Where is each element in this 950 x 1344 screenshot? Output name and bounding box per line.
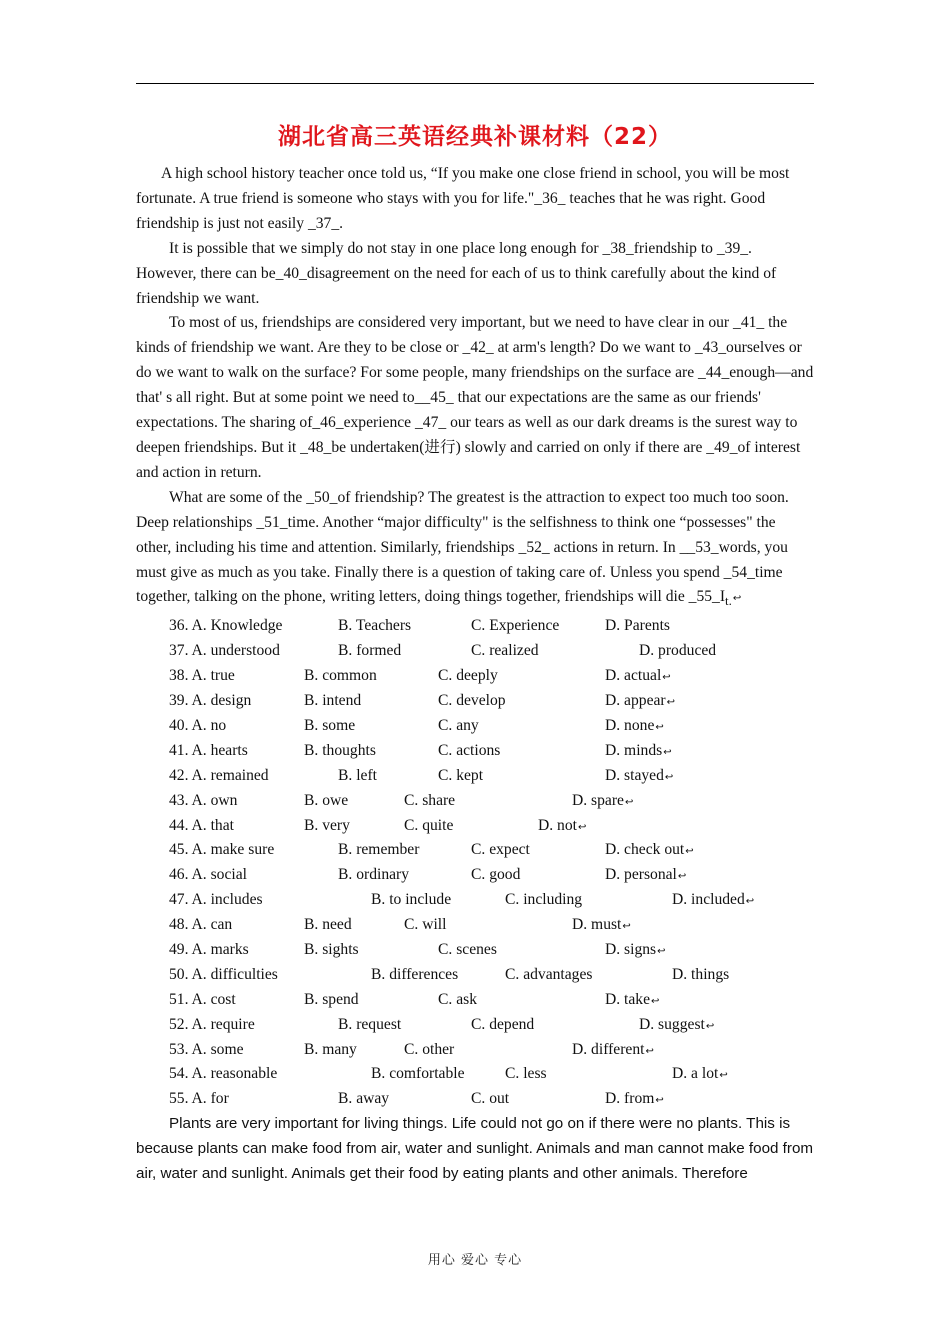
option-c [438,664,498,689]
return-mark-icon: ↩ [657,946,666,957]
question-row [136,764,814,789]
option-a-text: 39. A. design [169,692,252,710]
return-mark-icon: ↩ [662,672,671,684]
option-a-text: 55. A. for [169,1090,229,1108]
option-c [438,689,506,714]
option-d-text: D. stayed [605,766,664,784]
page-title: 湖北省高三英语经典补课材料（22） [277,124,672,150]
option-b-text: B. left [338,766,377,784]
question-row [136,664,814,689]
option-c-text: C. Experience [471,617,560,635]
question-row [136,863,814,888]
option-a [169,739,248,764]
option-d [605,863,686,890]
option-b [304,714,355,739]
option-d [605,988,659,1015]
option-b [304,689,361,714]
option-a [169,714,226,739]
option-b [304,1038,357,1063]
passage-tail: t. [725,593,732,609]
option-a [169,838,274,863]
option-b-text: B. formed [338,642,402,660]
option-a [169,938,249,963]
option-b [338,1013,401,1038]
option-d-text: D. actual [605,667,662,685]
option-c-text: C. kept [438,766,484,784]
option-c [471,639,539,664]
option-b [304,814,350,839]
return-mark-icon: ↩ [677,871,687,883]
return-mark-icon: ↩ [685,846,694,858]
return-mark-icon: ↩ [655,1095,664,1107]
option-a-text: 50. A. difficulties [169,965,278,983]
option-c-text: C. will [404,916,447,934]
option-b-text: B. common [304,667,377,685]
option-c-text: C. develop [438,692,506,710]
question-row [136,988,814,1013]
option-d-text: D. different [572,1040,645,1058]
option-d [639,1013,714,1040]
option-a-text: 46. A. social [169,866,247,884]
return-mark-icon: ↩ [622,921,631,933]
option-a-text: 40. A. no [169,716,227,734]
return-mark-icon: ↩ [664,771,674,783]
options-list [136,614,814,1112]
option-b [371,963,458,988]
option-a [169,614,282,639]
option-a-text: 43. A. own [169,791,238,809]
passage-paragraph-4 [136,486,814,615]
option-b-text: B. away [338,1090,390,1108]
option-d [605,739,672,766]
option-b [304,938,359,963]
question-row [136,1087,814,1112]
option-a [169,789,237,814]
option-c-text: C. including [505,891,583,909]
option-a [169,888,263,913]
option-a-text: 53. A. some [169,1040,244,1058]
option-d-text: D. a lot [672,1065,719,1083]
option-c [404,1038,454,1063]
option-d [572,913,631,940]
return-mark-icon: ↩ [745,896,755,908]
passage-paragraph-2: It is possible that we simply do not stay in one place long enough for _38_friendship to _39_. However, there can be_40_disagreement on the need for each of us to think carefully about the kind of friendship we want. [136,239,777,307]
option-d [672,888,754,915]
return-mark-icon: ↩ [577,821,587,833]
option-d [672,963,729,988]
option-a-text: 47. A. includes [169,891,263,909]
option-b-text: B. spend [304,990,359,1008]
question-row [136,963,814,988]
option-d [672,1062,728,1089]
option-a [169,689,251,714]
option-b [304,988,359,1013]
option-d-text: D. included [672,891,745,909]
option-c-text: C. actions [438,741,501,759]
option-d-text: D. things [672,965,730,983]
option-a-text: 54. A. reasonable [169,1065,278,1083]
passage-paragraph-3: To most of us, friendships are considered very important, but we need to have clear in our _41_ the kinds of friendship we want. Are they to be close or _42_ at arm's length? Do we want to _43_ourselves or do we want to walk on the surface? For some people, many friendships on the surface are _44_enough—and that' s all right. But at some point we need to__45_ that our expectations are the same as our friends' expectations. The sharing of_46_experience _47_ our tears as well as our dark dreams is the surest way to deepen friendships. But it _48_be undertaken(进行) slowly and carried on only if there are _49_of interest and action in return. [136,314,814,481]
option-d-text: D. none [605,716,655,734]
question-row [136,1062,814,1087]
option-d [572,789,633,816]
option-c [471,1013,534,1038]
option-b-text: B. to include [371,891,452,909]
option-b [304,913,352,938]
option-b [338,614,411,639]
option-d-text: D. must [572,916,622,934]
return-mark-icon: ↩ [719,1070,728,1082]
option-d-text: D. take [605,990,651,1008]
option-c [438,714,479,739]
option-c-text: C. advantages [505,965,593,983]
option-d [605,1087,664,1114]
option-d [605,714,664,741]
option-a [169,963,278,988]
option-b-text: B. ordinary [338,866,410,884]
option-c [404,913,446,938]
option-d-text: D. Parents [605,617,670,635]
question-row [136,639,814,664]
return-mark-icon: ↩ [651,995,660,1007]
option-c [404,814,453,839]
question-row [136,814,814,839]
option-a [169,863,247,888]
option-c-text: C. scenes [438,941,497,958]
question-row [136,614,814,639]
option-d [605,838,694,865]
option-a-text: 38. A. true [169,667,235,685]
option-a-text: 42. A. remained [169,766,269,784]
option-c [404,789,455,814]
option-d [538,814,586,841]
option-d-text: D. suggest [639,1015,705,1033]
return-mark-icon: ↩ [666,697,675,709]
option-a-text: 44. A. that [169,816,234,834]
option-c-text: C. less [505,1065,547,1083]
option-d [639,639,716,664]
option-b-text: B. thoughts [304,741,376,759]
option-a-text: 49. A. marks [169,941,249,958]
option-c [438,938,497,963]
option-b [304,789,348,814]
option-a [169,913,232,938]
option-d [572,1038,654,1065]
option-c [438,988,477,1013]
option-a-text: 37. A. understood [169,642,280,660]
option-d-text: D. signs [605,941,657,958]
option-a [169,664,235,689]
option-a [169,1087,229,1112]
question-row [136,938,814,963]
question-row [136,1038,814,1063]
question-row [136,714,814,739]
option-c [471,863,520,888]
passage-paragraph-1: A high school history teacher once told us, “If you make one close friend in school, you will be most fortunate. A true friend is someone who stays with you for life."_36_ teaches that he was right. Good friendship is just not easily _37_. [136,165,790,232]
option-b-text: B. Teachers [338,617,412,635]
return-mark-icon: ↩ [624,796,634,808]
option-a [169,1062,277,1087]
passage-paragraph-4-text: What are some of the _50_of friendship? The greatest is the attraction to expect too much too soon. Deep relationships _51_time. Another “major difficulty" is the selfishness to think one “possesses" the other, including his time and attention. Similarly, friendships _52_ actions in return. In __53_words, you must give as much as you take. Finally there is a question of taking care of. Unless you spend _54_time together, talking on the phone, writing letters, doing things together, friendships will die _55_I [136,488,789,606]
option-a [169,1013,255,1038]
option-b [371,888,451,913]
option-c [438,739,500,764]
option-b [371,1062,465,1087]
page-footer: 用心 爱心 专心 [427,1253,523,1268]
option-d [605,689,675,716]
option-c-text: C. deeply [438,667,498,685]
option-b [304,739,376,764]
option-d-text: D. from [605,1090,655,1108]
question-row [136,1013,814,1038]
option-b [304,664,377,689]
header-rule [136,83,814,84]
option-d [605,664,671,691]
option-a-text: 45. A. make sure [169,841,275,859]
option-d-text: D. check out [605,841,685,859]
question-row [136,789,814,814]
option-b [338,1087,389,1112]
option-c-text: C. good [471,866,521,884]
document-body [136,162,814,1187]
option-a-text: 41. A. hearts [169,741,248,759]
option-a-text: 51. A. cost [169,990,236,1008]
option-d-text: D. not [538,816,577,834]
option-b-text: B. many [304,1040,357,1058]
option-b-text: B. very [304,816,350,834]
option-d [605,614,670,639]
option-c-text: C. quite [404,816,454,834]
option-b [338,764,377,789]
option-b-text: B. differences [371,965,459,983]
option-b-text: B. comfortable [371,1065,465,1083]
option-d-text: D. appear [605,692,666,710]
option-d [605,938,666,965]
return-mark-icon: ↩ [645,1045,654,1057]
option-d-text: D. spare [572,791,624,809]
option-b [338,639,401,664]
option-c-text: C. expect [471,841,530,859]
option-c [471,838,530,863]
option-a [169,639,280,664]
option-a-text: 48. A. can [169,916,233,934]
option-c [471,1087,509,1112]
option-a [169,1038,244,1063]
option-c-text: C. realized [471,642,539,660]
question-row [136,689,814,714]
option-d-text: D. produced [639,642,717,660]
option-b-text: B. request [338,1015,402,1033]
option-c [471,614,559,639]
option-c-text: C. share [404,791,456,809]
option-a-text: 52. A. require [169,1015,255,1033]
option-c [505,963,592,988]
question-row [136,838,814,863]
plants-paragraph: Plants are very important for living things. Life could not go on if there were no plants. This is because plants can make food from air, water and sunlight. Animals and man cannot make food from air, water and sunlight. Animals get their food by eating plants and other animals. Therefore [136,1115,814,1183]
option-c-text: C. out [471,1090,510,1108]
question-row [136,913,814,938]
option-c-text: C. any [438,716,479,734]
return-mark-icon: ↩ [705,1020,715,1032]
return-mark-icon: ↩ [732,593,742,605]
option-b-text: B. intend [304,692,362,710]
question-row [136,888,814,913]
return-mark-icon: ↩ [655,721,664,733]
return-mark-icon: ↩ [663,746,672,758]
option-b-text: B. some [304,716,356,734]
option-d-text: D. personal [605,866,677,884]
option-d [605,764,673,791]
option-a [169,764,269,789]
option-c-text: C. depend [471,1015,535,1033]
option-c-text: C. other [404,1040,455,1058]
option-b [338,838,419,863]
option-c-text: C. ask [438,990,477,1008]
option-c [438,764,483,789]
option-b-text: B. owe [304,791,349,809]
option-c [505,1062,547,1087]
option-a-text: 36. A. Knowledge [169,617,283,635]
option-b-text: B. remember [338,841,420,859]
option-b [338,863,409,888]
option-b-text: B. sights [304,941,359,958]
question-row [136,739,814,764]
option-b-text: B. need [304,916,352,934]
option-d-text: D. minds [605,741,663,759]
option-c [505,888,582,913]
option-a [169,814,234,839]
option-a [169,988,236,1013]
